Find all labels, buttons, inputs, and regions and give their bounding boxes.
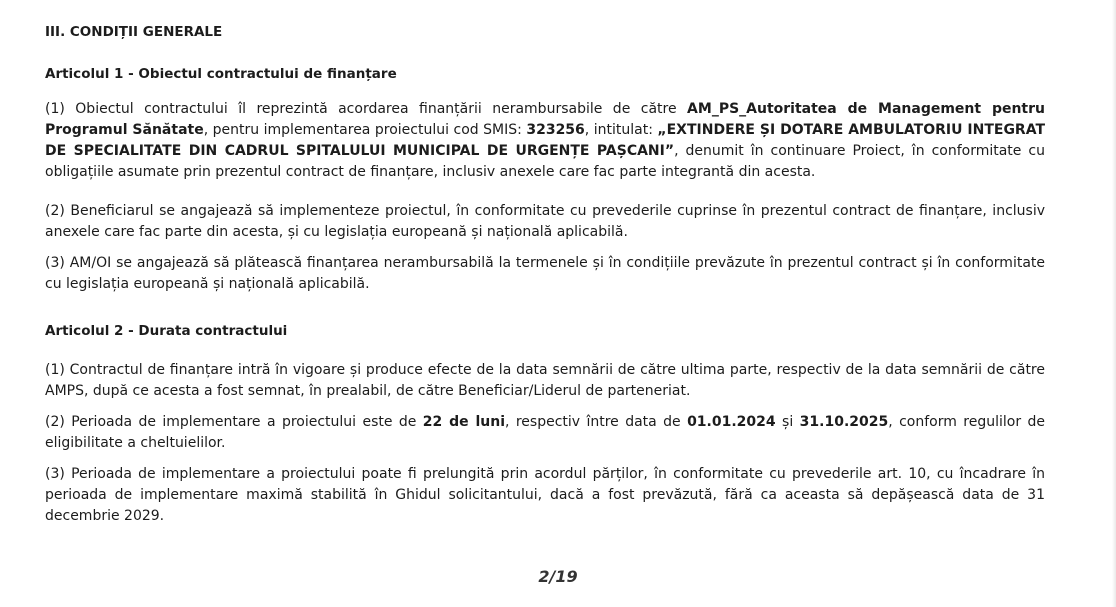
- end-date: 31.10.2025: [799, 414, 889, 430]
- managing-authority-name: AM_PS_Autoritatea de Management pentru Programul Sănătate: [45, 101, 1045, 138]
- article-2-heading: Articolul 2 - Durata contractului: [45, 323, 288, 339]
- article-1-heading: Articolul 1 - Obiectul contractului de finanțare: [45, 66, 397, 82]
- text-run: , intitulat:: [584, 122, 658, 138]
- text-run: (1) Obiectul contractului îl reprezintă acordarea finanțării nerambursabile de către: [45, 101, 688, 117]
- text-run: , denumit în continuare Proiect, în conformitate cu obligațiile asumate prin prezentul contract de finanțare, inclusiv anexele care fac parte integrantă din acesta.: [45, 143, 1045, 180]
- section-title: III. CONDIȚII GENERALE: [45, 24, 223, 40]
- article-1-paragraph-3: (3) AM/OI se angajează să plătească finanțarea nerambursabilă la termenele și în condițiile prevăzute în prezentul contract și în conformitate cu legislația europeană și națională aplicabilă.: [45, 255, 1045, 292]
- start-date: 01.01.2024: [687, 414, 776, 430]
- article-2-paragraph-1: (1) Contractul de finanțare intră în vigoare și produce efecte de la data semnării de către ultima parte, respectiv de la data semnării de către AMPS, după ce acesta a fost semnat, în prealabil, de către Beneficiar/Liderul de parteneriat.: [45, 362, 1045, 399]
- text-run: , respectiv între data de: [505, 414, 688, 430]
- article-1-paragraph-2: (2) Beneficiarul se angajează să implementeze proiectul, în conformitate cu prevederile cuprinse în prezentul contract de finanțare, inclusiv anexele care fac parte din acesta, și cu legislația europeană și națională aplicabilă.: [45, 203, 1045, 240]
- article-1-paragraph-1: [45, 99, 1045, 183]
- article-2-paragraph-2: [45, 412, 1045, 454]
- text-run: , pentru implementarea proiectului cod SMIS:: [203, 122, 527, 138]
- page-number: 2/19: [538, 567, 578, 586]
- text-run: , conform regulilor de eligibilitate a cheltuielilor.: [45, 414, 1046, 451]
- text-run: (2) Perioada de implementare a proiectului este de: [45, 414, 423, 430]
- project-title: „EXTINDERE ȘI DOTARE AMBULATORIU INTEGRAT DE SPECIALITATE DIN CADRUL SPITALULUI MUNICIPAL DE URGENȚE PAȘCANI”: [45, 122, 1046, 159]
- article-2-paragraph-3: (3) Perioada de implementare a proiectului poate fi prelungită prin acordul părților, în conformitate cu prevederile art. 10, cu încadrare în perioada de implementare maximă stabilită în Ghidul solicitantului, dacă a fost prevăzută, fără ca aceasta să depășească data de 31 decembrie 2029.: [45, 466, 1045, 524]
- text-run: și: [775, 414, 800, 430]
- smis-code: 323256: [526, 122, 585, 138]
- page-edge-shadow: [1112, 0, 1116, 607]
- implementation-duration: 22 de luni: [422, 414, 505, 430]
